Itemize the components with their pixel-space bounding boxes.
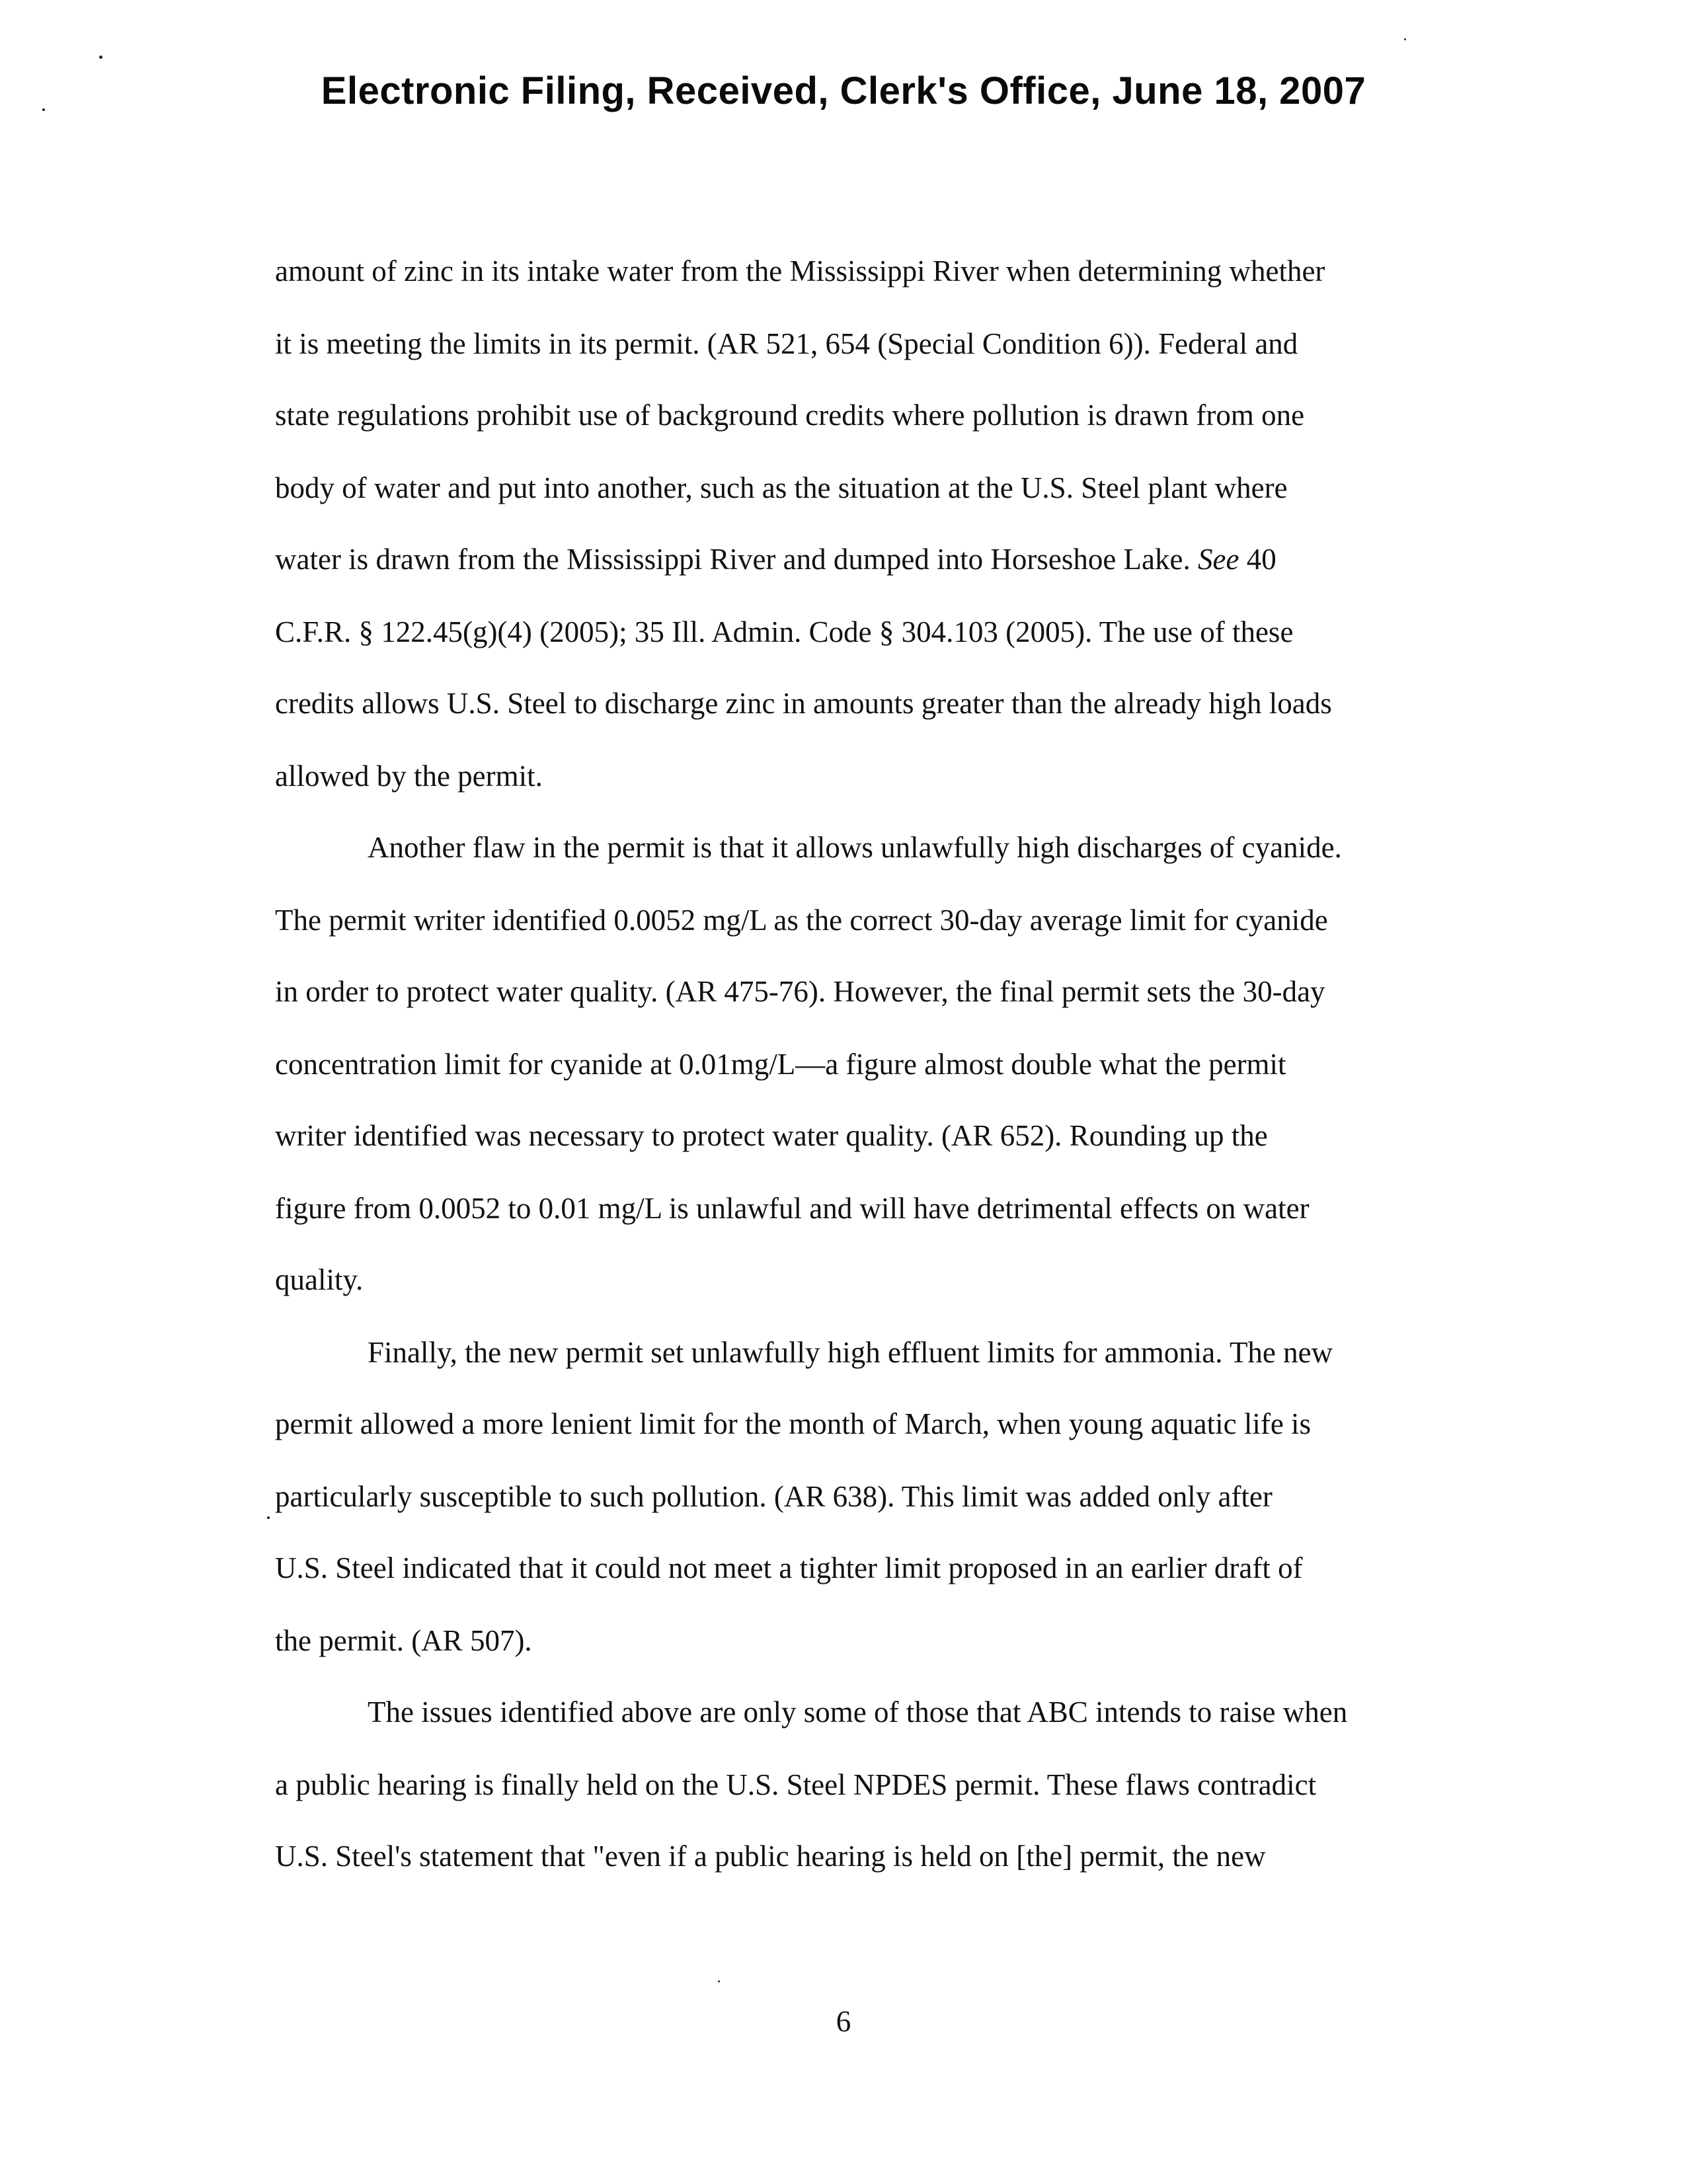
scan-speck [99, 56, 102, 59]
text-line: U.S. Steel's statement that "even if a public hearing is held on [the] permit, the new [275, 1840, 1266, 1873]
text-line: C.F.R. § 122.45(g)(4) (2005); 35 Ill. Admin. Code § 304.103 (2005). The use of these [275, 615, 1294, 648]
scan-speck [1404, 38, 1406, 40]
text-line: body of water and put into another, such as the situation at the U.S. Steel plant where [275, 471, 1288, 504]
text-line: figure from 0.0052 to 0.01 mg/L is unlawful and will have detrimental effects on water [275, 1192, 1310, 1225]
text-line: quality. [275, 1263, 364, 1296]
text-line: U.S. Steel indicated that it could not meet a tighter limit proposed in an earlier draft of [275, 1551, 1303, 1584]
text-line: in order to protect water quality. (AR 475-76). However, the final permit sets the 30-day [275, 975, 1325, 1008]
text-line: the permit. (AR 507). [275, 1624, 532, 1657]
text-line: amount of zinc in its intake water from the Mississippi River when determining whether [275, 254, 1325, 288]
text-line-with-citation [275, 541, 1276, 578]
citation-number: 40 [1239, 543, 1276, 576]
text-line: credits allows U.S. Steel to discharge zinc in amounts greater than the already high loads [275, 687, 1332, 720]
text-line: state regulations prohibit use of background credits where pollution is drawn from one [275, 399, 1305, 432]
filing-stamp: Electronic Filing, Received, Clerk's Office, June 18, 2007 [321, 69, 1366, 112]
text-line: a public hearing is finally held on the U.S. Steel NPDES permit. These flaws contradict [275, 1768, 1317, 1801]
citation-signal: See [1198, 543, 1239, 576]
scan-speck [267, 1516, 270, 1519]
text-line: writer identified was necessary to protect water quality. (AR 652). Rounding up the [275, 1119, 1268, 1152]
scan-speck [718, 1980, 720, 1982]
paragraph-first-line: Finally, the new permit set unlawfully high effluent limits for ammonia. The new [368, 1336, 1333, 1369]
text-line: it is meeting the limits in its permit. (AR 521, 654 (Special Condition 6)). Federal and [275, 327, 1298, 360]
paragraph-first-line: The issues identified above are only some of those that ABC intends to raise when [368, 1696, 1348, 1729]
text-segment: water is drawn from the Mississippi River and dumped into Horseshoe Lake. [275, 543, 1191, 576]
text-line: concentration limit for cyanide at 0.01mg/L—a figure almost double what the permit [275, 1048, 1286, 1081]
text-line: allowed by the permit. [275, 760, 543, 793]
scan-speck [42, 108, 45, 111]
text-line: The permit writer identified 0.0052 mg/L as the correct 30-day average limit for cyanide [275, 904, 1328, 937]
paragraph-first-line: Another flaw in the permit is that it allows unlawfully high discharges of cyanide. [368, 831, 1342, 864]
page-number: 6 [836, 2005, 851, 2038]
text-line: permit allowed a more lenient limit for the month of March, when young aquatic life is [275, 1407, 1312, 1440]
text-line: particularly susceptible to such pollution. (AR 638). This limit was added only after [275, 1480, 1273, 1513]
